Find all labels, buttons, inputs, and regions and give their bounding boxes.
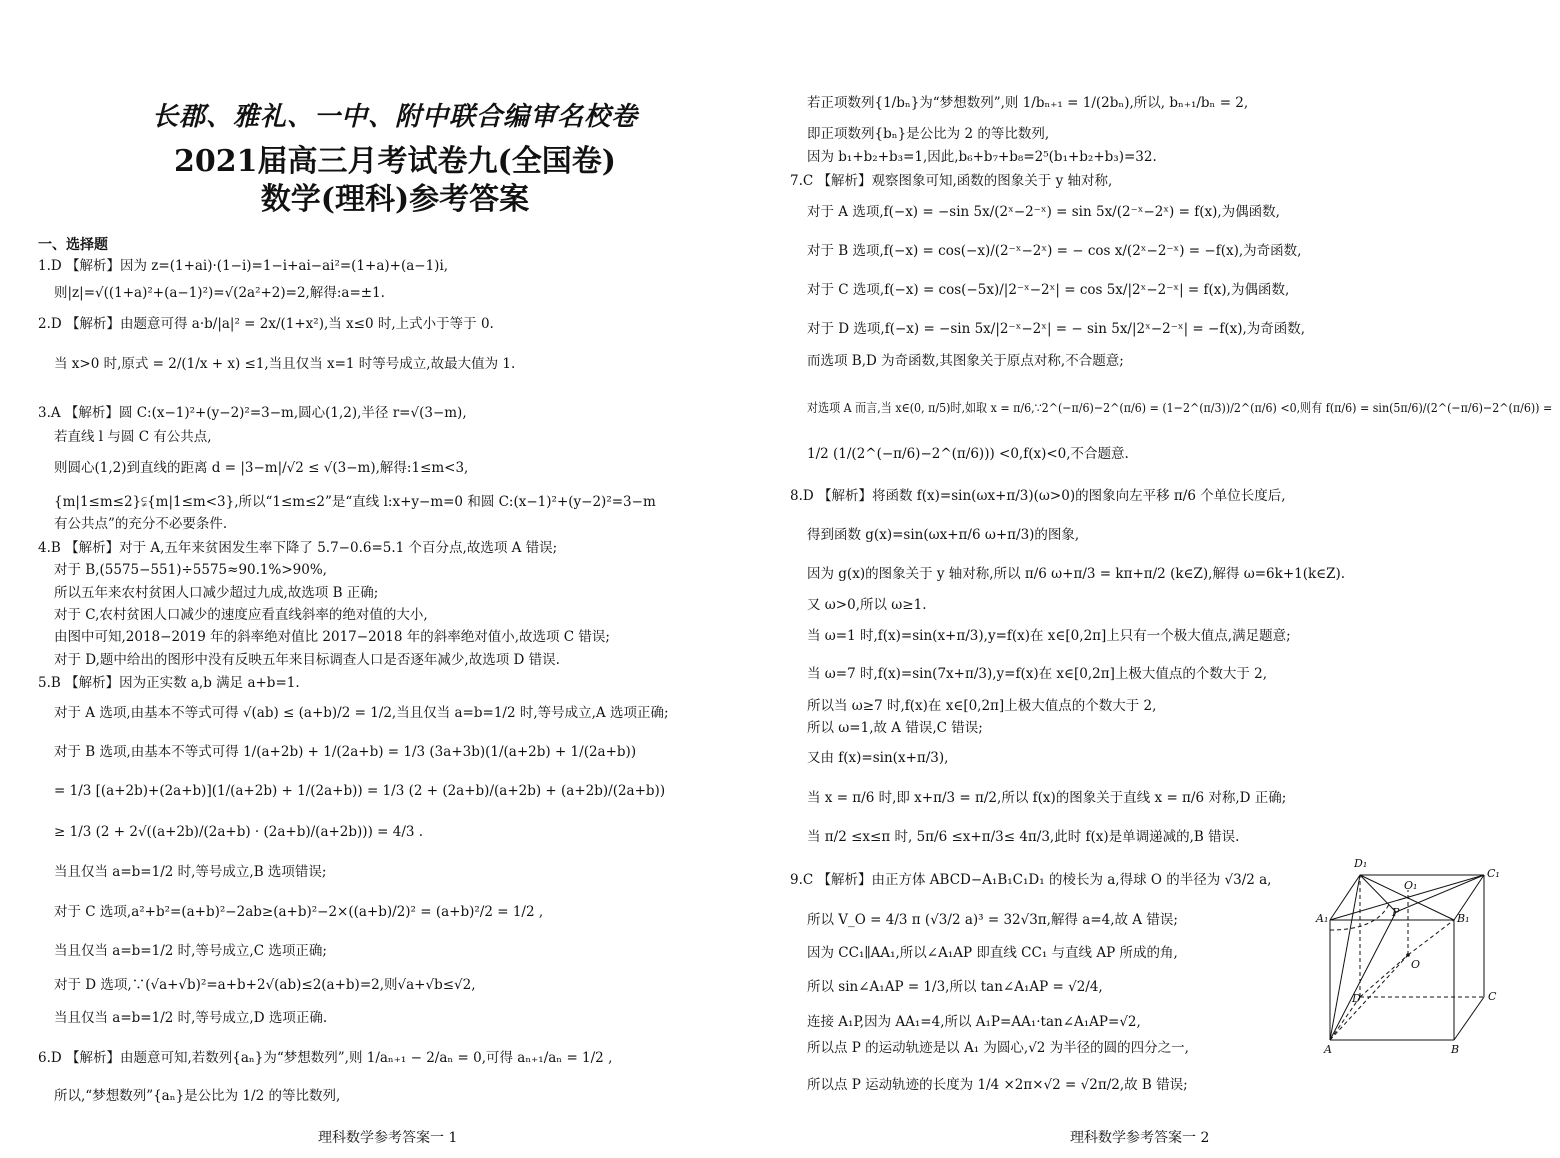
answer-line: 8.D 【解析】将函数 f(x)=sin(ωx+π/3)(ω>0)的图象向左平移 π/6 个单位长度后,: [790, 488, 1286, 504]
answer-line: 所以五年来农村贫困人口减少超过九成,故选项 B 正确;: [54, 585, 379, 601]
answer-line: 6.D 【解析】由题意可知,若数列{aₙ}为“梦想数列”,则 1/aₙ₊₁ − 2/aₙ = 0,可得 aₙ₊₁/aₙ = 1/2 ,: [38, 1050, 613, 1066]
answer-line: 1/2 (1/(2^(−π/6)−2^(π/6))) <0,f(x)<0,不合题意.: [807, 446, 1129, 462]
answer-line: 又由 f(x)=sin(x+π/3),: [807, 750, 949, 766]
answer-line: 4.B 【解析】对于 A,五年来贫困发生率下降了 5.7−0.6=5.1 个百分点,故选项 A 错误;: [38, 540, 558, 556]
label-a: A: [1324, 1043, 1332, 1056]
answer-line: 又 ω>0,所以 ω≥1.: [807, 597, 927, 613]
answer-line: 连接 A₁P,因为 AA₁=4,所以 A₁P=AA₁·tan∠A₁AP=√2,: [807, 1014, 1141, 1030]
answer-line: 对于 A 选项,由基本不等式可得 √(ab) ≤ (a+b)/2 = 1/2,当且仅当 a=b=1/2 时,等号成立,A 选项正确;: [54, 705, 669, 721]
answer-line: 3.A 【解析】圆 C:(x−1)²+(y−2)²=3−m,圆心(1,2),半径 r=√(3−m),: [38, 405, 467, 421]
answer-line: 9.C 【解析】由正方体 ABCD−A₁B₁C₁D₁ 的棱长为 a,得球 O 的半径为 √3/2 a,: [790, 872, 1272, 888]
label-p: P: [1392, 906, 1400, 919]
answer-line: 因为 CC₁∥AA₁,所以∠A₁AP 即直线 CC₁ 与直线 AP 所成的角,: [807, 945, 1178, 961]
header-subject: 数学(理科)参考答案: [260, 182, 530, 217]
label-a1: A₁: [1316, 912, 1329, 925]
answer-line: 所以当 ω≥7 时,f(x)在 x∈[0,2π]上极大值点的个数大于 2,: [807, 698, 1157, 714]
answer-line: 7.C 【解析】观察图象可知,函数的图象关于 y 轴对称,: [790, 173, 1113, 189]
answer-line: = 1/3 [(a+2b)+(2a+b)](1/(a+2b) + 1/(2a+b)) = 1/3 (2 + (2a+b)/(a+2b) + (a+2b)/(2a+b)): [54, 783, 666, 799]
answer-line: 则|z|=√((1+a)²+(a−1)²)=√(2a²+2)=2,解得:a=±1.: [54, 285, 385, 301]
answer-line: 当 ω=7 时,f(x)=sin(7x+π/3),y=f(x)在 x∈[0,2π]上极大值点的个数大于 2,: [807, 666, 1268, 682]
answer-line: 当 π/2 ≤x≤π 时, 5π/6 ≤x+π/3≤ 4π/3,此时 f(x)是单调递减的,B 错误.: [807, 829, 1240, 845]
answer-line: 若直线 l 与圆 C 有公共点,: [54, 429, 212, 445]
label-b: B: [1451, 1043, 1460, 1056]
answer-line: 5.B 【解析】因为正实数 a,b 满足 a+b=1.: [38, 675, 300, 691]
answer-line: 当 x = π/6 时,即 x+π/3 = π/2,所以 f(x)的图象关于直线 x = π/6 对称,D 正确;: [807, 790, 1287, 806]
answer-line: 对于 B,(5575−551)÷5575≈90.1%>90%,: [54, 562, 327, 578]
answer-line: 当且仅当 a=b=1/2 时,等号成立,C 选项正确;: [54, 943, 327, 959]
answer-line: 对于 C 选项,f(−x) = cos(−5x)/|2⁻ˣ−2ˣ| = cos 5x/|2ˣ−2⁻ˣ| = f(x),为偶函数,: [807, 282, 1290, 298]
page-footer: 理科数学参考答案一 2: [1070, 1130, 1210, 1146]
answer-line: 即正项数列{bₙ}是公比为 2 的等比数列,: [807, 126, 1050, 142]
answer-line: 若正项数列{1/bₙ}为“梦想数列”,则 1/bₙ₊₁ = 1/(2bₙ),所以, bₙ₊₁/bₙ = 2,: [807, 95, 1249, 111]
answer-line: 对于 C,农村贫困人口减少的速度应看直线斜率的绝对值的大小,: [54, 607, 428, 623]
answer-line: 得到函数 g(x)=sin(ωx+π/6 ω+π/3)的图象,: [807, 527, 1080, 543]
answer-line: 当且仅当 a=b=1/2 时,等号成立,B 选项错误;: [54, 864, 327, 880]
label-c1: C₁: [1487, 867, 1500, 880]
answer-line: 因为 g(x)的图象关于 y 轴对称,所以 π/6 ω+π/3 = kπ+π/2 (k∈Z),解得 ω=6k+1(k∈Z).: [807, 566, 1346, 582]
answer-line: 有公共点”的充分不必要条件.: [54, 516, 228, 532]
answer-line: 所以点 P 的运动轨迹是以 A₁ 为圆心,√2 为半径的圆的四分之一,: [807, 1040, 1189, 1056]
section-title: 一、选择题: [38, 237, 108, 253]
answer-line: 对于 A 选项,f(−x) = −sin 5x/(2ˣ−2⁻ˣ) = sin 5x/(2⁻ˣ−2ˣ) = f(x),为偶函数,: [807, 204, 1280, 220]
answer-line: 当 ω=1 时,f(x)=sin(x+π/3),y=f(x)在 x∈[0,2π]上只有一个极大值点,满足题意;: [807, 628, 1291, 644]
answer-line: 所以 ω=1,故 A 错误,C 错误;: [807, 720, 983, 736]
answer-line: 所以,“梦想数列”{aₙ}是公比为 1/2 的等比数列,: [54, 1088, 341, 1104]
answer-line: 对于 D 选项,f(−x) = −sin 5x/|2⁻ˣ−2ˣ| = − sin 5x/|2ˣ−2⁻ˣ| = −f(x),为奇函数,: [807, 321, 1306, 337]
answer-line: 当且仅当 a=b=1/2 时,等号成立,D 选项正确.: [54, 1010, 328, 1026]
center-point-o: [1406, 953, 1410, 957]
page-footer: 理科数学参考答案一 1: [318, 1130, 458, 1146]
label-d1: D₁: [1354, 857, 1368, 870]
answer-line: {m|1≤m≤2}⫋{m|1≤m<3},所以“1≤m≤2”是“直线 l:x+y−m=0 和圆 C:(x−1)²+(y−2)²=3−m: [54, 494, 656, 510]
header-exam-title: 2021届高三月考试卷九(全国卷): [174, 144, 616, 179]
answer-line: 所以 sin∠A₁AP = 1/3,所以 tan∠A₁AP = √2/4,: [807, 979, 1103, 995]
label-d: D: [1352, 992, 1361, 1005]
answer-line: ≥ 1/3 (2 + 2√((a+2b)/(2a+b) · (2a+b)/(a+2b))) = 4/3 .: [54, 824, 424, 840]
answer-line: 因为 b₁+b₂+b₃=1,因此,b₆+b₇+b₈=2⁵(b₁+b₂+b₃)=32.: [807, 149, 1157, 165]
answer-line: 对于 C 选项,a²+b²=(a+b)²−2ab≥(a+b)²−2×((a+b)/2)² = (a+b)²/2 = 1/2 ,: [54, 904, 544, 920]
label-c: C: [1488, 990, 1497, 1003]
answer-line: 所以点 P 运动轨迹的长度为 1/4 ×2π×√2 = √2π/2,故 B 错误;: [807, 1077, 1188, 1093]
answer-line: 由图中可知,2018−2019 年的斜率绝对值比 2017−2018 年的斜率绝对值小,故选项 C 错误;: [54, 629, 610, 645]
answer-line: 对于 B 选项,f(−x) = cos(−x)/(2⁻ˣ−2ˣ) = − cos x/(2ˣ−2⁻ˣ) = −f(x),为奇函数,: [807, 243, 1302, 259]
label-o1: O₁: [1404, 879, 1418, 892]
header-schools: 长郡、雅礼、一中、附中联合编审名校卷: [151, 102, 638, 132]
cube-diagram: [1308, 850, 1508, 1060]
answer-line: 对于 D 选项,∵(√a+√b)²=a+b+2√(ab)≤2(a+b)=2,则√a+√b≤√2,: [54, 977, 476, 993]
answer-line: 则圆心(1,2)到直线的距离 d = |3−m|/√2 ≤ √(3−m),解得:1≤m<3,: [54, 460, 469, 476]
answer-line: 当 x>0 时,原式 = 2/(1/x + x) ≤1,当且仅当 x=1 时等号成立,故最大值为 1.: [54, 356, 516, 372]
answer-line: 1.D 【解析】因为 z=(1+ai)·(1−i)=1−i+ai−ai²=(1+a)+(a−1)i,: [38, 258, 449, 274]
answer-line: 对于 D,题中给出的图形中没有反映五年来目标调查人口是否逐年减少,故选项 D 错误.: [54, 652, 560, 668]
label-b1: B₁: [1457, 912, 1470, 925]
answer-line: 所以 V_O = 4/3 π (√3/2 a)³ = 32√3π,解得 a=4,故 A 错误;: [807, 912, 1178, 928]
answer-line: 对于 B 选项,由基本不等式可得 1/(a+2b) + 1/(2a+b) = 1/3 (3a+3b)(1/(a+2b) + 1/(2a+b)): [54, 744, 637, 760]
answer-line: 对选项 A 而言,当 x∈(0, π/5)时,如取 x = π/6,∵2^(−π/6)−2^(π/6) = (1−2^(π/3))/2^(π/6) <0,则有 f(π/6) = sin(5π/6)/(2^(−π/6)−2^(π/6)) =: [807, 400, 1553, 415]
label-o: O: [1411, 958, 1421, 971]
answer-line: 2.D 【解析】由题意可得 a·b/|a|² = 2x/(1+x²),当 x≤0 时,上式小于等于 0.: [38, 316, 494, 332]
answer-line: 而选项 B,D 为奇函数,其图象关于原点对称,不合题意;: [807, 353, 1124, 369]
